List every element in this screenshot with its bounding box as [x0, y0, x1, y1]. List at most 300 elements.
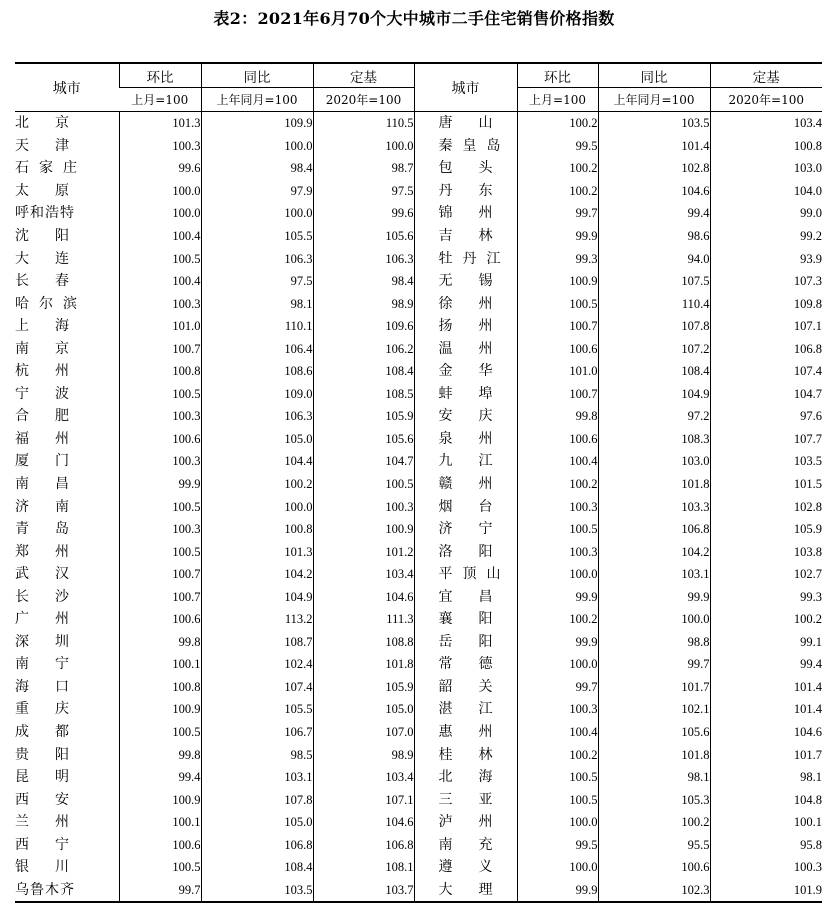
yoy-value: 107.4 [201, 676, 313, 699]
city-name: 杭 州 [15, 363, 69, 380]
city-name-cell [15, 450, 119, 473]
city-name-cell [414, 631, 517, 654]
mom-value: 100.5 [517, 766, 598, 789]
city-name-cell [15, 631, 119, 654]
city-name: 昆 明 [15, 769, 69, 786]
mom-value: 100.7 [517, 315, 598, 338]
col-header-yoy: 同比 [201, 63, 313, 88]
base-value: 99.2 [710, 225, 822, 248]
yoy-value: 99.9 [598, 585, 710, 608]
city-name: 南 宁 [15, 656, 69, 673]
col-subheader-yoy: 上年同月=100 [598, 88, 710, 112]
base-value: 108.1 [313, 856, 414, 879]
base-value: 101.5 [710, 473, 822, 496]
mom-value: 99.9 [517, 225, 598, 248]
city-name-cell [15, 180, 119, 203]
city-name-cell [15, 383, 119, 406]
base-value: 108.4 [313, 360, 414, 383]
city-name-cell [414, 563, 517, 586]
mom-value: 100.0 [119, 180, 201, 203]
city-name-cell [15, 721, 119, 744]
mom-value: 100.4 [119, 270, 201, 293]
city-name: 合 肥 [15, 408, 69, 425]
city-name-cell [15, 360, 119, 383]
yoy-value: 106.4 [201, 337, 313, 360]
yoy-value: 106.3 [201, 405, 313, 428]
mom-value: 100.5 [517, 292, 598, 315]
yoy-value: 98.5 [201, 743, 313, 766]
table-row [15, 788, 822, 811]
mom-value: 100.7 [119, 585, 201, 608]
city-name: 常 德 [438, 656, 493, 673]
yoy-value: 100.0 [598, 608, 710, 631]
mom-value: 100.5 [119, 856, 201, 879]
table-row [15, 135, 822, 158]
yoy-value: 101.4 [598, 135, 710, 158]
city-name-cell [15, 743, 119, 766]
city-name-cell [414, 315, 517, 338]
city-name: 南 昌 [15, 476, 69, 493]
yoy-value: 102.1 [598, 698, 710, 721]
yoy-value: 100.6 [598, 856, 710, 879]
city-name: 安 庆 [438, 408, 493, 425]
city-name-cell [414, 540, 517, 563]
mom-value: 101.3 [119, 112, 201, 135]
city-name-cell [15, 428, 119, 451]
city-name: 温 州 [438, 340, 493, 357]
city-name: 遵 义 [438, 859, 493, 876]
table-body [15, 112, 822, 903]
city-name-cell [15, 676, 119, 699]
city-name-cell [414, 608, 517, 631]
mom-value: 100.4 [517, 721, 598, 744]
yoy-value: 105.5 [201, 698, 313, 721]
table-row [15, 157, 822, 180]
base-value: 93.9 [710, 247, 822, 270]
mom-value: 101.0 [517, 360, 598, 383]
city-name-cell [15, 315, 119, 338]
mom-value: 100.5 [119, 495, 201, 518]
yoy-value: 113.2 [201, 608, 313, 631]
city-name-cell [414, 879, 517, 903]
base-value: 109.6 [313, 315, 414, 338]
yoy-value: 104.9 [201, 585, 313, 608]
city-name: 金 华 [438, 363, 493, 380]
city-name: 重 庆 [15, 701, 69, 718]
yoy-value: 98.4 [201, 157, 313, 180]
yoy-value: 100.0 [201, 202, 313, 225]
table-row [15, 608, 822, 631]
col-subheader-mom: 上月=100 [517, 88, 598, 112]
city-name: 济 宁 [438, 521, 493, 538]
city-name-cell [15, 698, 119, 721]
base-value: 104.6 [313, 811, 414, 834]
city-name-cell [414, 450, 517, 473]
city-name: 济 南 [15, 498, 69, 515]
base-value: 100.9 [313, 518, 414, 541]
city-name-cell [414, 292, 517, 315]
yoy-value: 104.2 [201, 563, 313, 586]
city-name: 石 家 庄 [15, 160, 77, 177]
city-name: 包 头 [438, 160, 493, 177]
base-value: 103.4 [313, 563, 414, 586]
city-name: 襄 阳 [438, 611, 493, 628]
table-row [15, 631, 822, 654]
base-value: 106.8 [710, 337, 822, 360]
yoy-value: 104.9 [598, 383, 710, 406]
mom-value: 100.0 [517, 653, 598, 676]
city-name-cell [414, 202, 517, 225]
city-name-cell [414, 473, 517, 496]
city-name-cell [414, 698, 517, 721]
yoy-value: 94.0 [598, 247, 710, 270]
base-value: 104.7 [313, 450, 414, 473]
table-row [15, 811, 822, 834]
col-header-base: 定基 [710, 63, 822, 88]
city-name: 锦 州 [438, 205, 493, 222]
yoy-value: 104.4 [201, 450, 313, 473]
col-header-city: 城市 [15, 63, 119, 112]
yoy-value: 107.2 [598, 337, 710, 360]
city-name-cell [15, 766, 119, 789]
yoy-value: 102.3 [598, 879, 710, 903]
mom-value: 101.0 [119, 315, 201, 338]
city-name-cell [414, 135, 517, 158]
base-value: 104.6 [710, 721, 822, 744]
yoy-value: 98.6 [598, 225, 710, 248]
yoy-value: 99.4 [598, 202, 710, 225]
yoy-value: 98.1 [201, 292, 313, 315]
city-name-cell [414, 383, 517, 406]
base-value: 105.9 [313, 676, 414, 699]
city-name-cell [414, 856, 517, 879]
base-value: 105.0 [313, 698, 414, 721]
base-value: 100.5 [313, 473, 414, 496]
city-name: 银 川 [15, 859, 69, 876]
yoy-value: 107.8 [598, 315, 710, 338]
city-name: 上 海 [15, 318, 69, 335]
base-value: 106.2 [313, 337, 414, 360]
city-name: 泸 州 [438, 814, 493, 831]
city-name: 岳 阳 [438, 633, 493, 650]
base-value: 103.0 [710, 157, 822, 180]
yoy-value: 105.0 [201, 428, 313, 451]
yoy-value: 101.8 [598, 743, 710, 766]
base-value: 101.2 [313, 540, 414, 563]
yoy-value: 99.7 [598, 653, 710, 676]
base-value: 103.4 [313, 766, 414, 789]
mom-value: 100.3 [517, 495, 598, 518]
col-header-mom: 环比 [517, 63, 598, 88]
mom-value: 100.6 [119, 428, 201, 451]
city-name: 武 汉 [15, 566, 69, 583]
base-value: 99.6 [313, 202, 414, 225]
city-name: 唐 山 [438, 115, 493, 132]
city-name: 广 州 [15, 611, 69, 628]
base-value: 102.7 [710, 563, 822, 586]
base-value: 99.3 [710, 585, 822, 608]
mom-value: 100.3 [517, 698, 598, 721]
city-name: 西 安 [15, 791, 69, 808]
city-name: 乌鲁木齐 [15, 881, 75, 898]
table-row [15, 428, 822, 451]
yoy-value: 106.8 [598, 518, 710, 541]
base-value: 97.6 [710, 405, 822, 428]
city-name: 无 锡 [438, 273, 493, 290]
city-name: 平 顶 山 [438, 566, 501, 583]
table-row [15, 676, 822, 699]
yoy-value: 104.2 [598, 540, 710, 563]
city-name: 洛 阳 [438, 543, 493, 560]
base-value: 100.2 [710, 608, 822, 631]
mom-value: 99.3 [517, 247, 598, 270]
city-name: 南 充 [438, 836, 493, 853]
yoy-value: 100.2 [598, 811, 710, 834]
city-name-cell [414, 157, 517, 180]
base-value: 98.4 [313, 270, 414, 293]
city-name-cell [15, 112, 119, 135]
yoy-value: 108.4 [598, 360, 710, 383]
base-value: 104.8 [710, 788, 822, 811]
city-name: 福 州 [15, 430, 69, 447]
city-name-cell [414, 721, 517, 744]
page-title: 表2：2021年6月70个大中城市二手住宅销售价格指数 [213, 9, 615, 28]
city-name: 湛 江 [438, 701, 493, 718]
city-name: 沈 阳 [15, 228, 69, 244]
base-value: 111.3 [313, 608, 414, 631]
mom-value: 100.2 [517, 180, 598, 203]
base-value: 102.8 [710, 495, 822, 518]
mom-value: 100.2 [517, 608, 598, 631]
city-name: 宁 波 [15, 385, 69, 402]
base-value: 104.0 [710, 180, 822, 203]
city-name-cell [414, 405, 517, 428]
city-name-cell [414, 247, 517, 270]
mom-value: 100.3 [119, 135, 201, 158]
base-value: 103.8 [710, 540, 822, 563]
city-name: 蚌 埠 [438, 385, 493, 402]
mom-value: 100.0 [119, 202, 201, 225]
base-value: 107.1 [313, 788, 414, 811]
yoy-value: 100.0 [201, 495, 313, 518]
city-name: 丹 东 [438, 182, 493, 199]
mom-value: 100.2 [517, 743, 598, 766]
yoy-value: 106.8 [201, 834, 313, 857]
base-value: 100.1 [710, 811, 822, 834]
city-name: 兰 州 [15, 814, 69, 831]
city-name: 烟 台 [438, 498, 493, 515]
yoy-value: 103.5 [201, 879, 313, 903]
city-name-cell [414, 180, 517, 203]
price-index-table [15, 62, 822, 903]
city-name-cell [414, 428, 517, 451]
base-value: 101.7 [710, 743, 822, 766]
table-row [15, 360, 822, 383]
base-value: 107.1 [710, 315, 822, 338]
mom-value: 100.5 [119, 721, 201, 744]
table-row [15, 495, 822, 518]
city-name: 南 京 [15, 340, 69, 357]
table-row [15, 270, 822, 293]
yoy-value: 101.8 [598, 473, 710, 496]
mom-value: 99.4 [119, 766, 201, 789]
mom-value: 100.0 [517, 811, 598, 834]
city-name: 郑 州 [15, 543, 69, 560]
table-header [15, 63, 822, 112]
city-name-cell [414, 495, 517, 518]
yoy-value: 108.6 [201, 360, 313, 383]
city-name: 韶 关 [438, 678, 493, 695]
city-name: 三 亚 [438, 791, 493, 808]
yoy-value: 105.5 [201, 225, 313, 248]
city-name: 九 江 [438, 453, 493, 470]
yoy-value: 108.3 [598, 428, 710, 451]
city-name-cell [15, 653, 119, 676]
yoy-value: 105.6 [598, 721, 710, 744]
mom-value: 100.3 [517, 540, 598, 563]
mom-value: 100.3 [119, 405, 201, 428]
city-name: 太 原 [15, 182, 69, 199]
city-name-cell [15, 405, 119, 428]
base-value: 105.9 [313, 405, 414, 428]
table-row [15, 315, 822, 338]
yoy-value: 107.8 [201, 788, 313, 811]
base-value: 110.5 [313, 112, 414, 135]
mom-value: 100.1 [119, 811, 201, 834]
table-row [15, 450, 822, 473]
city-name-cell [15, 608, 119, 631]
col-subheader-yoy: 上年同月=100 [201, 88, 313, 112]
base-value: 107.0 [313, 721, 414, 744]
base-value: 98.9 [313, 743, 414, 766]
city-name: 扬 州 [438, 318, 493, 335]
city-name: 北 京 [15, 115, 69, 132]
city-name: 徐 州 [438, 295, 493, 312]
mom-value: 99.8 [517, 405, 598, 428]
mom-value: 99.8 [119, 631, 201, 654]
mom-value: 100.5 [119, 383, 201, 406]
table-row [15, 653, 822, 676]
base-value: 97.5 [313, 180, 414, 203]
table-row [15, 698, 822, 721]
base-value: 103.5 [710, 450, 822, 473]
yoy-value: 106.7 [201, 721, 313, 744]
base-value: 106.8 [313, 834, 414, 857]
col-header-yoy: 同比 [598, 63, 710, 88]
mom-value: 99.5 [517, 834, 598, 857]
yoy-value: 102.4 [201, 653, 313, 676]
yoy-value: 107.5 [598, 270, 710, 293]
yoy-value: 98.8 [598, 631, 710, 654]
city-name-cell [15, 270, 119, 293]
base-value: 104.6 [313, 585, 414, 608]
base-value: 100.3 [313, 495, 414, 518]
base-value: 101.4 [710, 676, 822, 699]
yoy-value: 106.3 [201, 247, 313, 270]
city-name-cell [15, 473, 119, 496]
base-value: 109.8 [710, 292, 822, 315]
city-name-cell [15, 856, 119, 879]
yoy-value: 103.1 [598, 563, 710, 586]
col-subheader-base: 2020年=100 [710, 88, 822, 112]
city-name: 呼和浩特 [15, 205, 75, 222]
table-row [15, 180, 822, 203]
mom-value: 100.5 [517, 518, 598, 541]
city-name-cell [15, 247, 119, 270]
table-row [15, 292, 822, 315]
base-value: 106.3 [313, 247, 414, 270]
city-name: 深 圳 [15, 633, 69, 650]
base-value: 107.7 [710, 428, 822, 451]
mom-value: 100.4 [119, 225, 201, 248]
base-value: 105.9 [710, 518, 822, 541]
yoy-value: 108.4 [201, 856, 313, 879]
yoy-value: 105.0 [201, 811, 313, 834]
mom-value: 99.7 [517, 202, 598, 225]
city-name: 青 岛 [15, 521, 69, 538]
col-subheader-base: 2020年=100 [313, 88, 414, 112]
mom-value: 99.8 [119, 743, 201, 766]
yoy-value: 110.4 [598, 292, 710, 315]
yoy-value: 100.8 [201, 518, 313, 541]
mom-value: 99.7 [119, 879, 201, 903]
base-value: 105.6 [313, 428, 414, 451]
base-value: 101.4 [710, 698, 822, 721]
mom-value: 100.6 [119, 608, 201, 631]
city-name-cell [15, 834, 119, 857]
mom-value: 100.9 [119, 788, 201, 811]
mom-value: 100.6 [517, 337, 598, 360]
city-name: 大 理 [438, 881, 493, 898]
table-row [15, 766, 822, 789]
city-name-cell [414, 653, 517, 676]
mom-value: 99.7 [517, 676, 598, 699]
city-name: 泉 州 [438, 430, 493, 447]
city-name: 牡 丹 江 [438, 250, 501, 267]
mom-value: 100.4 [517, 450, 598, 473]
city-name-cell [15, 540, 119, 563]
city-name: 西 宁 [15, 836, 69, 853]
base-value: 100.8 [710, 135, 822, 158]
base-value: 100.0 [313, 135, 414, 158]
base-value: 104.7 [710, 383, 822, 406]
city-name-cell [15, 292, 119, 315]
city-name-cell [414, 360, 517, 383]
table-row [15, 225, 822, 248]
yoy-value: 110.1 [201, 315, 313, 338]
base-value: 108.5 [313, 383, 414, 406]
base-value: 108.8 [313, 631, 414, 654]
base-value: 99.1 [710, 631, 822, 654]
city-name-cell [15, 135, 119, 158]
city-name-cell [15, 495, 119, 518]
col-header-mom: 环比 [119, 63, 201, 88]
base-value: 95.8 [710, 834, 822, 857]
city-name: 惠 州 [438, 724, 493, 741]
base-value: 103.4 [710, 112, 822, 135]
base-value: 98.9 [313, 292, 414, 315]
mom-value: 100.6 [119, 834, 201, 857]
city-name-cell [15, 585, 119, 608]
yoy-value: 100.0 [201, 135, 313, 158]
base-value: 99.4 [710, 653, 822, 676]
base-value: 98.1 [710, 766, 822, 789]
mom-value: 99.9 [119, 473, 201, 496]
city-name: 成 都 [15, 724, 69, 741]
city-name-cell [15, 157, 119, 180]
table-row [15, 383, 822, 406]
city-name-cell [414, 676, 517, 699]
